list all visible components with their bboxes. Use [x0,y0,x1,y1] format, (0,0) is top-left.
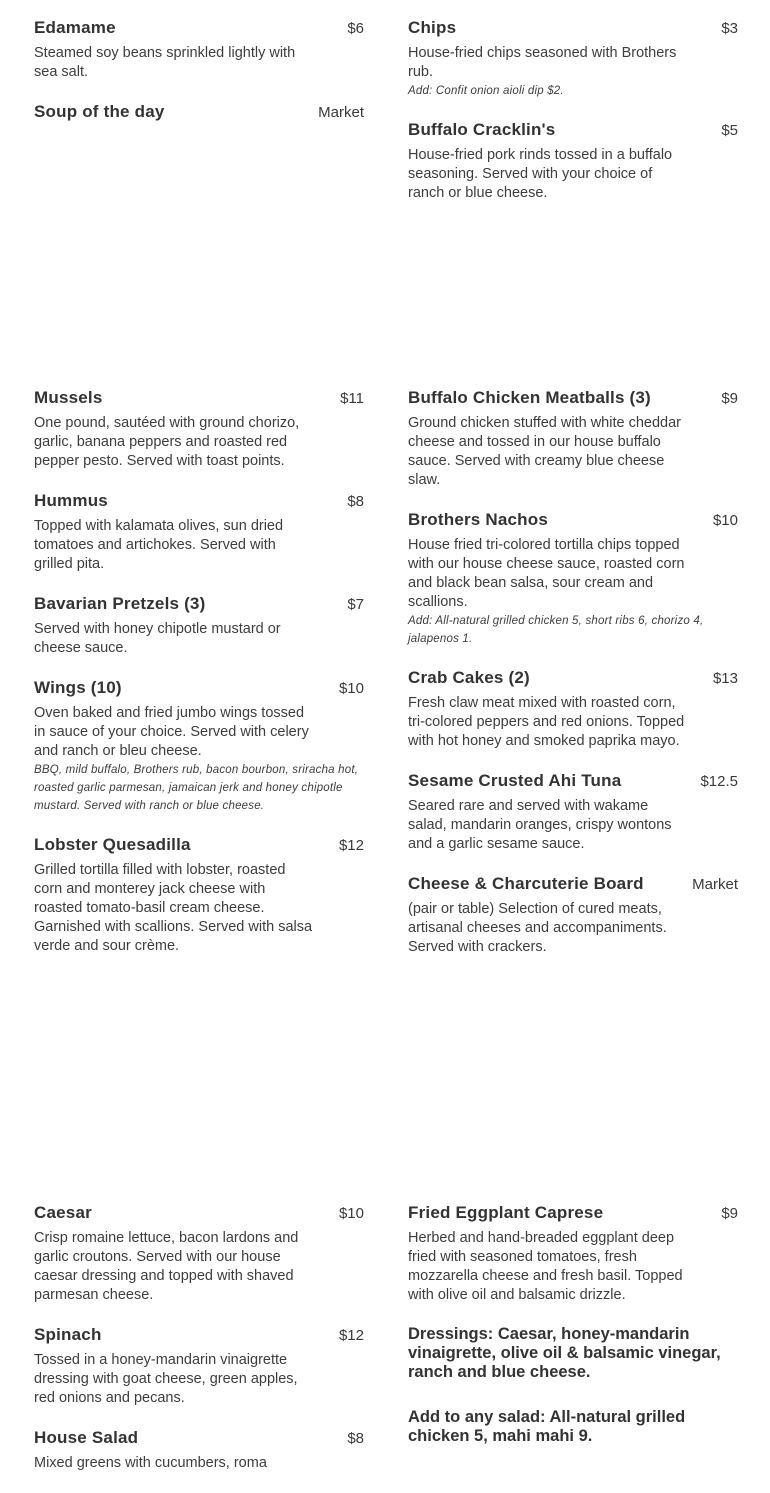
item-name: Spinach [34,1325,102,1344]
item-price: $10 [338,1205,364,1222]
item-description: Served with honey chipotle mustard or cheese sauce. [34,621,281,656]
item-price: $12 [338,1327,364,1344]
salads-left-column [34,1203,364,1493]
item-name: House Salad [34,1428,139,1447]
appetizers-right-column [408,388,738,977]
item-price: $7 [347,596,364,613]
item-name: Mussels [34,388,103,407]
snacks-right-column [408,18,738,223]
item-name: Cheese & Charcuterie Board [408,874,644,893]
menu-item [34,835,364,956]
menu-item [408,120,738,203]
menu-item [34,1325,364,1408]
menu-item [34,594,364,658]
menu-item [408,510,738,648]
item-price: $8 [347,493,364,510]
item-price: $11 [340,390,364,407]
item-description: Steamed soy beans sprinkled lightly with sea salt. [34,45,296,80]
item-description: Grilled tortilla filled with lobster, roasted corn and monterey jack cheese with roasted tomato-basil cream cheese. Garnished with scallions. Served with salsa verde and sour crème. [34,862,313,954]
item-price: Market [318,104,364,121]
item-description: Herbed and hand-breaded eggplant deep fried with seasoned tomatoes, fresh mozzarella cheese and fresh basil. Topped with olive oil and balsamic drizzle. [408,1230,683,1303]
menu-item [408,1203,738,1305]
salads-right-column [408,1203,738,1466]
item-name: Chips [408,18,457,37]
item-description: House-fried pork rinds tossed in a buffalo seasoning. Served with your choice of ranch or blue cheese. [408,147,673,201]
item-note: Add: Confit onion aioli dip $2. [408,85,564,97]
item-price: $3 [721,20,738,37]
menu-item [408,874,738,957]
snacks-left-column [34,18,364,146]
item-name: Buffalo Cracklin's [408,120,556,139]
item-name: Caesar [34,1203,92,1222]
item-description: Seared rare and served with wakame salad, mandarin oranges, crispy wontons and a garlic sesame sauce. [408,798,672,852]
item-name: Lobster Quesadilla [34,835,191,854]
menu-item [34,491,364,574]
menu-item [408,668,738,751]
menu-item [408,771,738,854]
item-description: Crisp romaine lettuce, bacon lardons and garlic croutons. Served with our house caesar dressing and topped with shaved parmesan cheese. [34,1230,299,1303]
item-price: $9 [721,1205,738,1222]
item-description: Ground chicken stuffed with white cheddar cheese and tossed in our house buffalo sauce. Served with creamy blue cheese slaw. [408,415,681,488]
item-description: Topped with kalamata olives, sun dried tomatoes and artichokes. Served with grilled pita. [34,518,284,572]
menu-item [34,1203,364,1305]
item-price: $10 [338,680,364,697]
item-name: Fried Eggplant Caprese [408,1203,604,1222]
item-price: $8 [347,1430,364,1447]
item-name: Crab Cakes (2) [408,668,530,687]
item-description: House fried tri-colored tortilla chips topped with our house cheese sauce, roasted corn and black bean salsa, sour cream and scallions. [408,537,685,610]
item-description: Oven baked and fried jumbo wings tossed in sauce of your choice. Served with celery and ranch or bleu cheese. [34,705,309,759]
menu-item [34,678,364,815]
item-name: Buffalo Chicken Meatballs (3) [408,388,651,407]
item-name: Hummus [34,491,108,510]
item-price: $12 [338,837,364,854]
item-description: (pair or table) Selection of cured meats, artisanal cheeses and accompaniments. Served with crackers. [408,901,667,955]
item-description: Mixed greens with cucumbers, roma [34,1455,267,1471]
item-name: Sesame Crusted Ahi Tuna [408,771,622,790]
item-name: Soup of the day [34,102,165,121]
salad-add-on-note: Add to any salad: All-natural grilled chicken 5, mahi mahi 9. [408,1408,686,1445]
item-price: $10 [712,512,738,529]
item-description: One pound, sautéed with ground chorizo, garlic, banana peppers and roasted red pepper pesto. Served with toast points. [34,415,300,469]
item-name: Edamame [34,18,116,37]
menu-item [34,1428,364,1473]
item-price: $13 [712,670,738,687]
item-price: $6 [347,20,364,37]
item-description: Tossed in a honey-mandarin vinaigrette dressing with goat cheese, green apples, red onions and pecans. [34,1352,298,1406]
item-price: $5 [721,122,738,139]
item-note: BBQ, mild buffalo, Brothers rub, bacon bourbon, sriracha hot, roasted garlic parmesan, jamaican jerk and honey chipotle mustard. Served with ranch or blue cheese. [34,764,359,812]
item-price: Market [692,876,738,893]
item-description: Fresh claw meat mixed with roasted corn, tri-colored peppers and red onions. Topped with hot honey and smoked paprika mayo. [408,695,685,749]
dressings-note: Dressings: Caesar, honey-mandarin vinaigrette, olive oil & balsamic vinegar, ranch and blue cheese. [408,1325,721,1381]
item-description: House-fried chips seasoned with Brothers rub. [408,45,677,80]
item-name: Bavarian Pretzels (3) [34,594,206,613]
menu-item [408,18,738,100]
item-note: Add: All-natural grilled chicken 5, short ribs 6, chorizo 4, jalapenos 1. [408,615,704,645]
appetizers-left-column [34,388,364,976]
menu-item [408,388,738,490]
item-name: Brothers Nachos [408,510,548,529]
item-price: $12.5 [700,773,738,790]
item-price: $9 [721,390,738,407]
menu-item [34,18,364,82]
item-name: Wings (10) [34,678,122,697]
menu-item [34,102,364,126]
menu-item [34,388,364,471]
